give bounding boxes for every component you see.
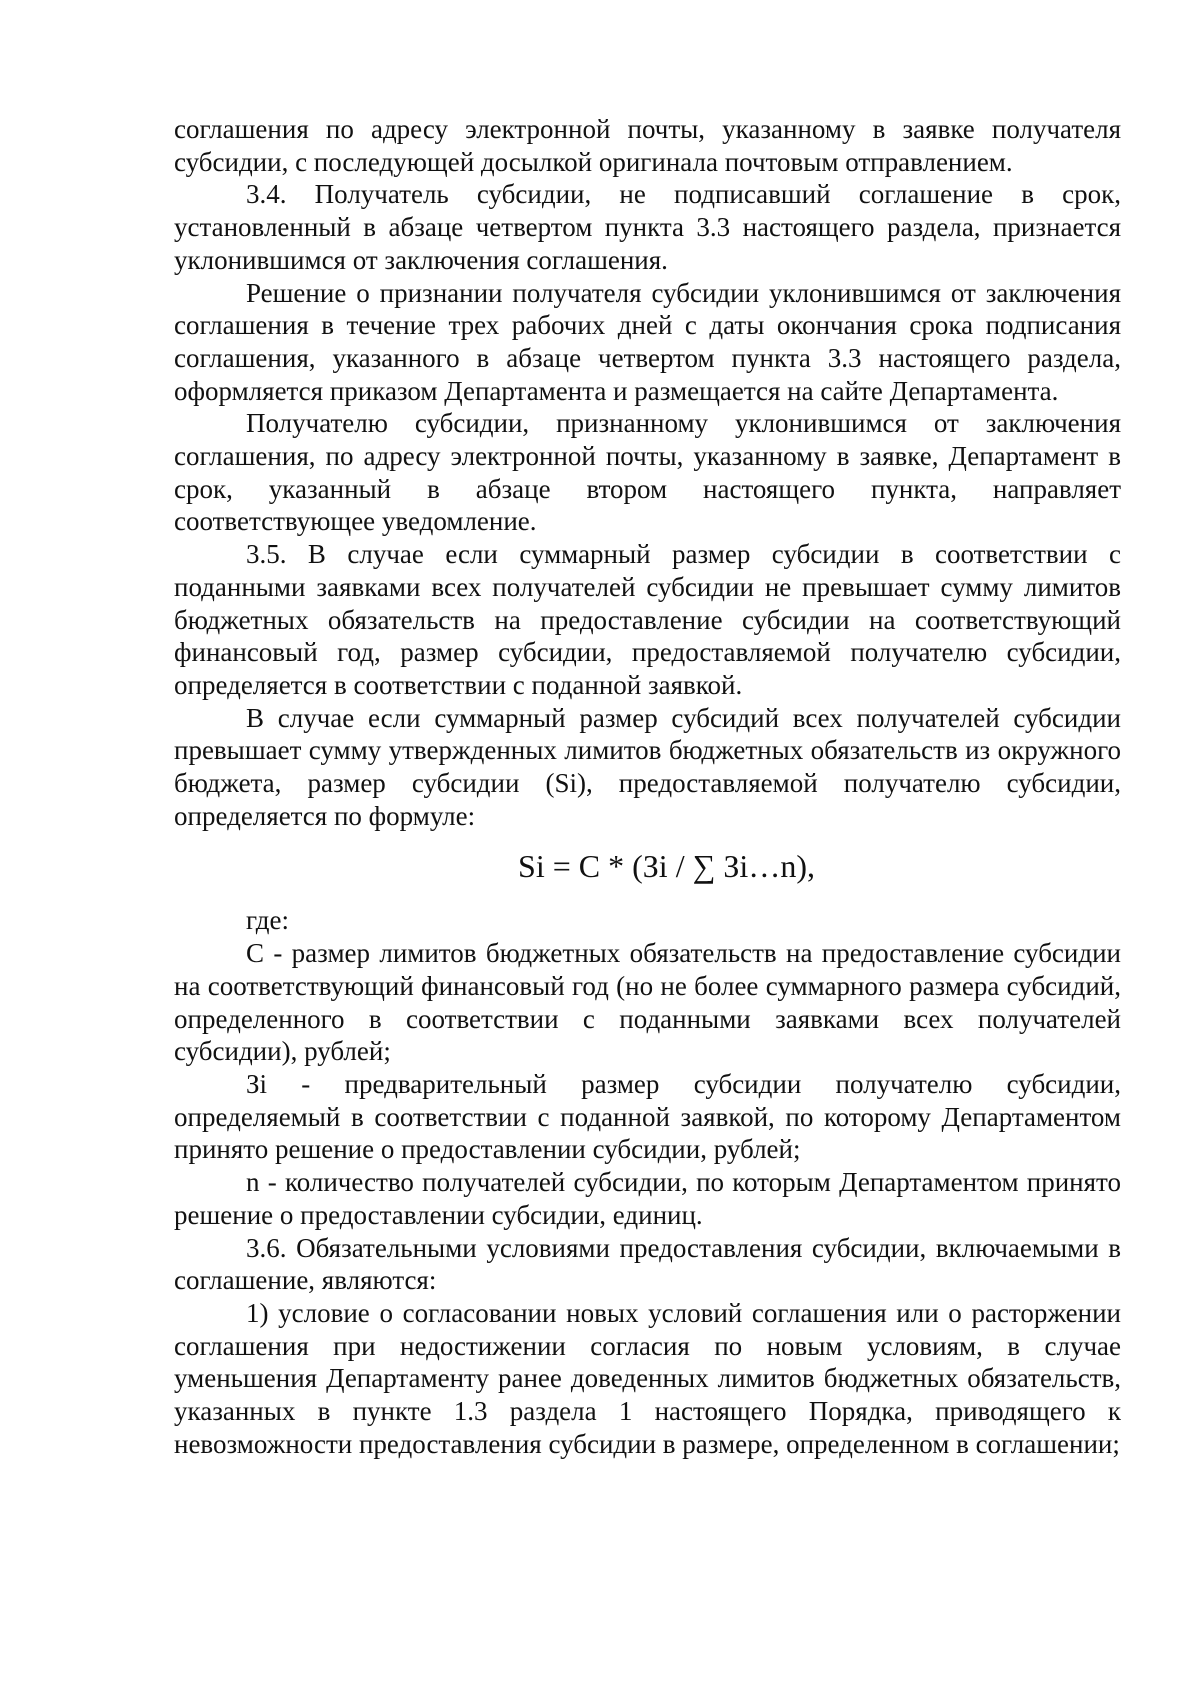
paragraph-continuation: соглашения по адресу электронной почты, указанному в заявке получателя субсидии, с последующей досылкой оригинала почтовым отправлением. [174, 114, 1121, 177]
definition-zi: Зi - предварительный размер субсидии получателю субсидии, определяемый в соответствии с поданной заявкой, по которому Департаментом принято решение о предоставлении субсидии, рублей; [174, 1068, 1121, 1165]
subsidy-formula: Si = C * (Зi / ∑ Зi…n), [518, 848, 815, 885]
condition-item-1: 1) условие о согласовании новых условий соглашения или о расторжении соглашения при недостижении согласия по новым условиям, в случае уменьшения Департаменту ранее доведенных лимитов бюджетных обязательств, указанных в пункте 1.3 раздела 1 настоящего Порядка, приводящего к невозможности предоставления субсидии в размере, определенном в соглашении; [174, 1297, 1121, 1459]
paragraph-notification: Получателю субсидии, признанному уклонившимся от заключения соглашения, по адресу электронной почты, указанному в заявке, Департамент в срок, указанный в абзаце втором настоящего пункта, направляет соответствующее уведомление. [174, 408, 1121, 537]
paragraph-formula-intro: В случае если суммарный размер субсидий всех получателей субсидии превышает сумму утвержденных лимитов бюджетных обязательств из окружного бюджета, размер субсидии (Si), предоставляемой получателю субсидии, определяется по формуле: [174, 702, 1121, 831]
paragraph-3-4: 3.4. Получатель субсидии, не подписавший соглашение в срок, установленный в абзаце четвертом пункта 3.3 настоящего раздела, признается уклонившимся от заключения соглашения. [174, 179, 1121, 275]
paragraph-3-6: 3.6. Обязательными условиями предоставления субсидии, включаемыми в соглашение, являются: [174, 1232, 1121, 1296]
definition-n: n - количество получателей субсидии, по которым Департаментом принято решение о предоставлении субсидии, единиц. [174, 1167, 1121, 1230]
paragraph-3-5: 3.5. В случае если суммарный размер субсидии в соответствии с поданными заявками всех получателей субсидии не превышает сумму лимитов бюджетных обязательств на предоставление субсидии на соответствующий финансовый год, размер субсидии, предоставляемой получателю субсидии, определяется в соответствии с поданной заявкой. [174, 539, 1121, 700]
paragraph-decision: Решение о признании получателя субсидии уклонившимся от заключения соглашения в течение трех рабочих дней с даты окончания срока подписания соглашения, указанного в абзаце четвертом пункта 3.3 настоящего раздела, оформляется приказом Департамента и размещается на сайте Департамента. [174, 277, 1121, 406]
paragraph-where: где: [246, 905, 289, 936]
document-body [174, 113, 1121, 1460]
definition-c: C - размер лимитов бюджетных обязательств на предоставление субсидии на соответствующий финансовый год (но не более суммарного размера субсидий, определенного в соответствии с поданными заявками всех получателей субсидии), рублей; [174, 938, 1121, 1067]
